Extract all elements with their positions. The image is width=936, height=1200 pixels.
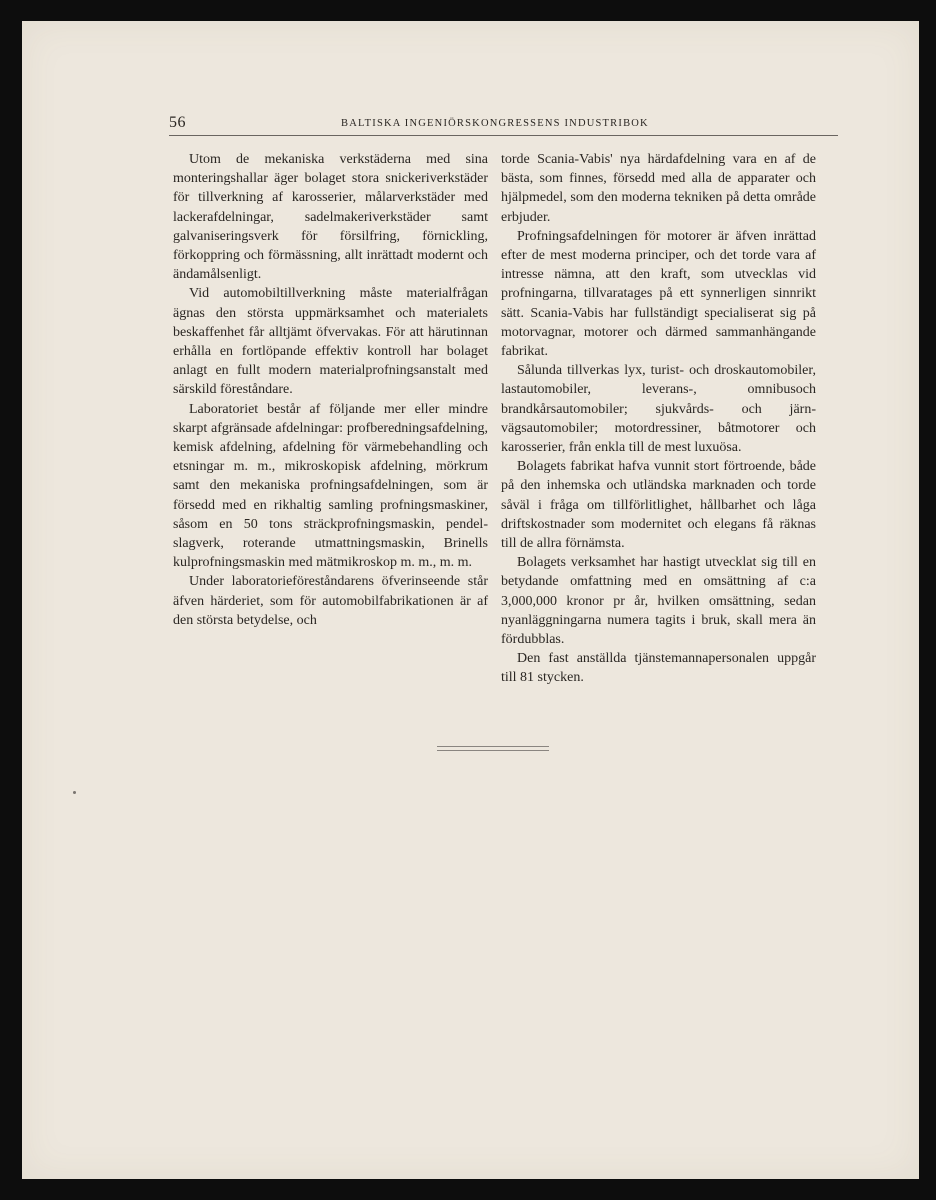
paragraph: Profningsafdelningen för motorer är äfven inrättad efter de mest moderna principer, och det torde vara af intresse nämna, att den kraft, som utvecklas vid profningarna, tillvaratages på ett synnerligen sinnrikt sätt. Scania-Vabis har fullständigt specialiserat sig på motorvagnar, motorer och därmed sammanhängande fabrikat. [501, 228, 816, 360]
end-of-text-rule [437, 746, 549, 751]
paragraph: Sålunda tillverkas lyx, turist- och droskautomobiler, lastautomobiler, leverans-, omnibusoch brandkårsautomobiler; sjukvårds- och järnvägsautomobiler; motordressiner, båtmotorer och karosserier, från enkla till de mest luxuösa. [501, 363, 816, 456]
paper-speck [73, 791, 76, 794]
page-number: 56 [169, 114, 186, 131]
paragraph: Bolagets verksamhet har hastigt utvecklat sig till en betydande omfattning med en omsättning af c:a 3,000,000 kronor pr år, hvilken omsättning, sedan nyanläggningarna numera tagits i bruk, skall mera än fördubblas. [501, 555, 816, 648]
book-page [22, 21, 919, 1179]
paragraph: Vid automobiltillverkning måste materialfrågan ägnas den största uppmärksamhet och materialets beskaffenhet får alltjämt öfvervakas. För att härutinnan erhålla en fortlöpande effektiv kontroll har bolaget anlagt en fullt modern materialprofningsanstalt med särskild föreståndare. [173, 286, 488, 398]
paragraph: Utom de mekaniska verkstäderna med sina monteringshallar äger bolaget stora snickeriverkstäder för tillverkning af karosserier, målarverkstäder med lackerafdelningar, sadelmakeriverkstäder samt galvaniseringsverk för försilfring, förnickling, förkoppring och förmässning, allt inrättadt modernt och ändamålsenligt. [173, 152, 488, 283]
right-column [501, 150, 816, 688]
running-title: BALTISKA INGENIÖRSKONGRESSENS INDUSTRIBOK [341, 118, 649, 129]
paragraph: Den fast anställda tjänstemannapersonalen uppgår till 81 stycken. [501, 651, 816, 686]
left-column [173, 150, 488, 630]
paragraph: Laboratoriet består af följande mer eller mindre skarpt afgränsade afdelningar: profberedningsafdelning, kemisk afdelning, afdelning för värmebehandling och etsningar m. m., mikroskopisk afdelning, mörkrum samt den mekaniska profningsafdelningen, som är försedd med en rikhaltig samling profningsmaskiner, såsom en 50 tons sträckprofningsmaskin, pendelslagverk, roterande utmattningsmaskin, Brinells kulprofningsmaskin med mätmikroskop m. m., m. m. [173, 401, 488, 571]
page-header [169, 113, 838, 136]
paragraph: torde Scania-Vabis' nya härdafdelning vara en af de bästa, som finnes, försedd med alla de apparater och hjälpmedel, som den moderna tekniken på detta område erbjuder. [501, 152, 816, 225]
paragraph: Under laboratorieföreståndarens öfverinseende står äfven härderiet, som för automobilfabrikationen är af den största betydelse, och [173, 574, 488, 628]
paragraph: Bolagets fabrikat hafva vunnit stort förtroende, både på den inhemska och utländska marknaden och torde såväl i fråga om tillförlitlighet, hållbarhet och låga driftskostnader som modernitet och elegans få räknas till de allra förnämsta. [501, 459, 816, 552]
